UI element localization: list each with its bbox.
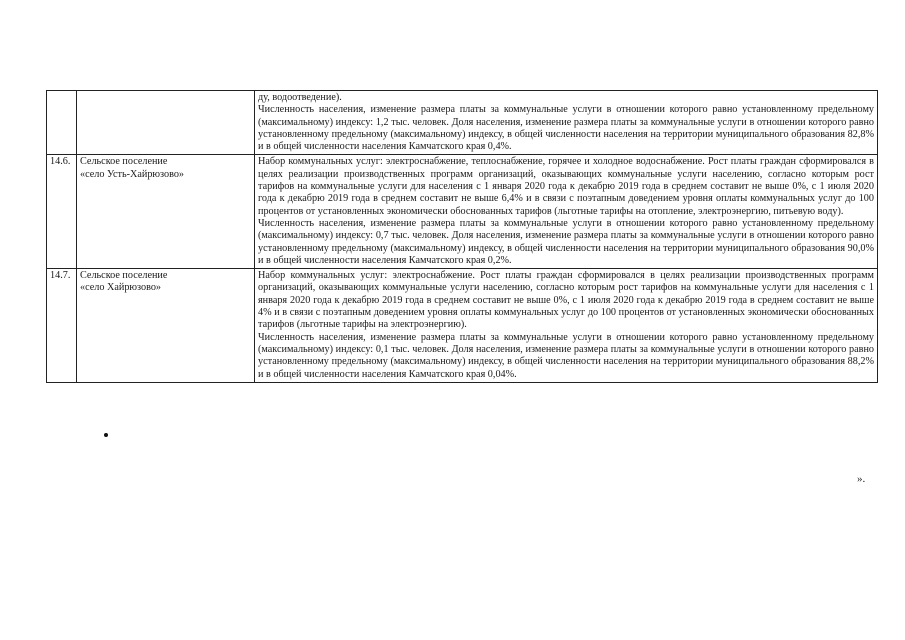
description-paragraph: ду, водоотведение). — [258, 92, 342, 103]
municipality-type: Сельское поселение — [80, 156, 168, 168]
description-paragraph: Набор коммунальных услуг: электроснабжение, теплоснабжение, горячее и холодное водоснабжение. Рост платы граждан сформировался в целях реализации производственных программ организаций, оказывающих коммунальные услуги населению, согласно которым рост тарифов на коммунальные услуги для населения с 1 января 2020 года к декабрю 2019 года в среднем составит не выше 0%, с 1 июля 2020 года к декабрю 2019 года в среднем составит не выше 6,4% и в связи с поэтапным доведением уровня оплаты коммунальных услуг до 100 процентов от установленных экономически обоснованных тарифов (льготные тарифы на отопление, электроэнергию, питьевую воду). — [258, 156, 874, 217]
closing-quote-mark: ». — [857, 473, 866, 485]
description-paragraph: Численность населения, изменение размера платы за коммунальные услуги в отношении которого равно установленному предельному (максимальному) индексу: 1,2 тыс. человек. Доля населения, изменение размера платы за коммунальные услуги в отношении которого равно установленному предельному (максимальному) индексу, в общей численности населения на территории муниципального образования 82,8% и в общей численности населения Камчатского края 0,4%. — [258, 104, 874, 153]
description-cell — [255, 155, 878, 269]
description-paragraph: Набор коммунальных услуг: электроснабжение. Рост платы граждан сформировался в целях реализации производственных программ организаций, оказывающих коммунальные услуги населению, согласно которым рост тарифов на коммунальные услуги для населения с 1 января 2020 года к декабрю 2019 года в среднем составит не выше 0%, с 1 июля 2020 года к декабрю 2019 года в среднем составит не выше 4% и в связи с поэтапным доведением уровня оплаты коммунальных услуг до 100 процентов от установленных экономически обоснованных тарифов (льготные тарифы на электроэнергию). — [258, 270, 874, 331]
municipality-name-cell — [77, 91, 255, 155]
municipal-tariff-table — [46, 90, 878, 383]
row-number-cell — [47, 91, 77, 155]
scan-artifact-dot — [104, 433, 108, 437]
municipality-type: Сельское поселение — [80, 270, 168, 282]
municipality-name-cell — [77, 155, 255, 269]
table-row — [47, 155, 878, 269]
description-paragraph: Численность населения, изменение размера платы за коммунальные услуги в отношении которого равно установленному предельному (максимальному) индексу: 0,7 тыс. человек. Доля населения, изменение размера платы за коммунальные услуги в отношении которого равно установленному предельному (максимальному) индексу, в общей численности населения на территории муниципального образования 90,0% и в общей численности населения Камчатского края 0,2%. — [258, 217, 874, 266]
row-number-cell: 14.7. — [47, 269, 77, 383]
row-number-cell: 14.6. — [47, 155, 77, 269]
description-cell — [255, 91, 878, 155]
municipality-title: «село Хайрюзово» — [80, 282, 162, 294]
municipality-title: «село Усть-Хайрюзово» — [80, 168, 185, 180]
description-cell — [255, 269, 878, 383]
description-paragraph: Численность населения, изменение размера платы за коммунальные услуги в отношении которого равно установленному предельному (максимальному) индексу: 0,1 тыс. человек. Доля населения, изменение размера платы за коммунальные услуги в отношении которого равно установленному предельному (максимальному) индексу, в общей численности населения на территории муниципального образования 88,2% и в общей численности населения Камчатского края 0,04%. — [258, 331, 874, 380]
table-row — [47, 269, 878, 383]
table-row — [47, 91, 878, 155]
municipality-name-cell — [77, 269, 255, 383]
